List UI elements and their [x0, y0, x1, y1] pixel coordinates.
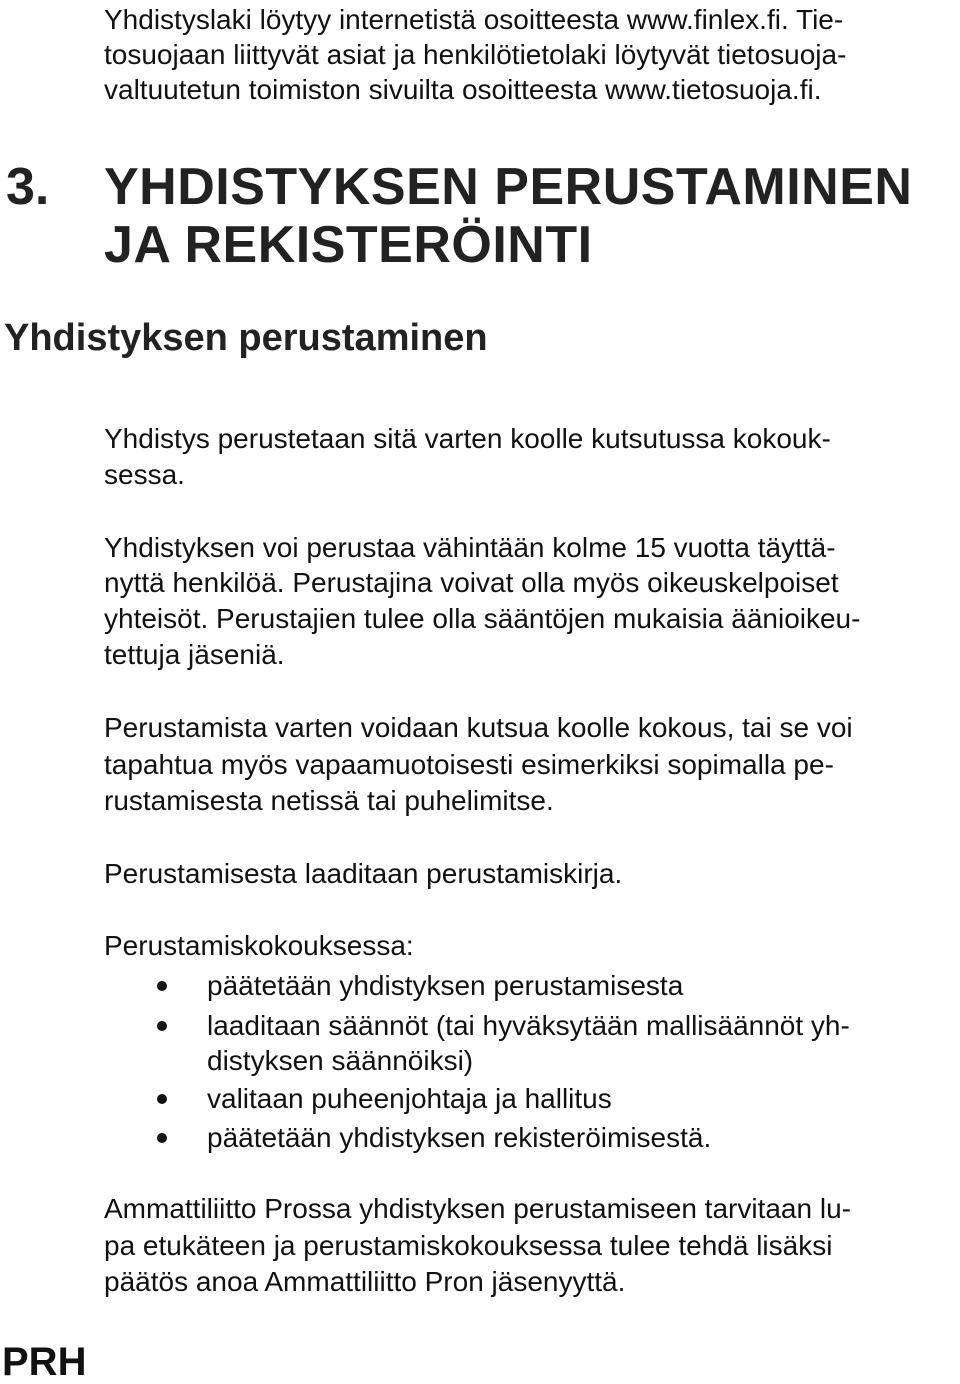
footer-mark: PRH — [2, 1340, 87, 1384]
paragraph-line: Ammattiliitto Prossa yhdistyksen perustamiseen tarvitaan lu- — [104, 1193, 851, 1224]
bullet-point — [157, 1021, 167, 1031]
section-heading: Yhdistyksen perustaminen — [4, 317, 488, 359]
intro-line: tosuojaan liittyvät asiat ja henkilötietolaki löytyvät tietosuoja- — [104, 39, 847, 70]
paragraph-line: sessa. — [104, 459, 185, 490]
bullet-point — [157, 981, 167, 991]
paragraph-line: pa etukäteen ja perustamiskokouksessa tulee tehdä lisäksi — [104, 1230, 833, 1261]
paragraph-line: Yhdistyksen voi perustaa vähintään kolme 15 vuotta täyttä- — [104, 532, 836, 563]
paragraph-line: yhteisöt. Perustajien tulee olla sääntöjen mukaisia äänioikeu- — [104, 603, 861, 634]
bullet-item-line: distyksen säännöiksi) — [207, 1045, 474, 1076]
bullet-point — [157, 1094, 167, 1104]
paragraph-line: päätös anoa Ammattiliitto Pron jäsenyyttä. — [104, 1266, 626, 1297]
paragraph-line: rustamisesta netissä tai puhelimitse. — [104, 785, 554, 816]
chapter-title-line: JA REKISTERÖINTI — [104, 216, 593, 274]
bullet-item-line: valitaan puheenjohtaja ja hallitus — [207, 1083, 612, 1114]
chapter-number: 3. — [6, 158, 50, 216]
bullet-point — [157, 1133, 167, 1143]
paragraph-line: Perustamisesta laaditaan perustamiskirja. — [104, 858, 623, 889]
bullet-item-line: päätetään yhdistyksen rekisteröimisestä. — [207, 1122, 712, 1153]
intro-line: Yhdistyslaki löytyy internetistä osoitteesta www.finlex.fi. Tie- — [104, 4, 844, 35]
paragraph-line: nyttä henkilöä. Perustajina voivat olla myös oikeuskelpoiset — [104, 567, 839, 598]
paragraph-line: Perustamiskokouksessa: — [104, 930, 414, 961]
bullet-item-line: laaditaan säännöt (tai hyväksytään mallisäännöt yh- — [207, 1010, 850, 1041]
paragraph-line: tettuja jäseniä. — [104, 639, 285, 670]
paragraph-line: Yhdistys perustetaan sitä varten koolle kutsutussa kokouk- — [104, 423, 831, 454]
paragraph-line: tapahtua myös vapaamuotoisesti esimerkiksi sopimalla pe- — [104, 749, 834, 780]
intro-line: valtuutetun toimiston sivuilta osoitteesta www.tietosuoja.fi. — [104, 74, 822, 105]
paragraph-line: Perustamista varten voidaan kutsua koolle kokous, tai se voi — [104, 712, 853, 743]
chapter-title-line: YHDISTYKSEN PERUSTAMINEN — [104, 158, 913, 216]
bullet-item-line: päätetään yhdistyksen perustamisesta — [207, 970, 684, 1001]
